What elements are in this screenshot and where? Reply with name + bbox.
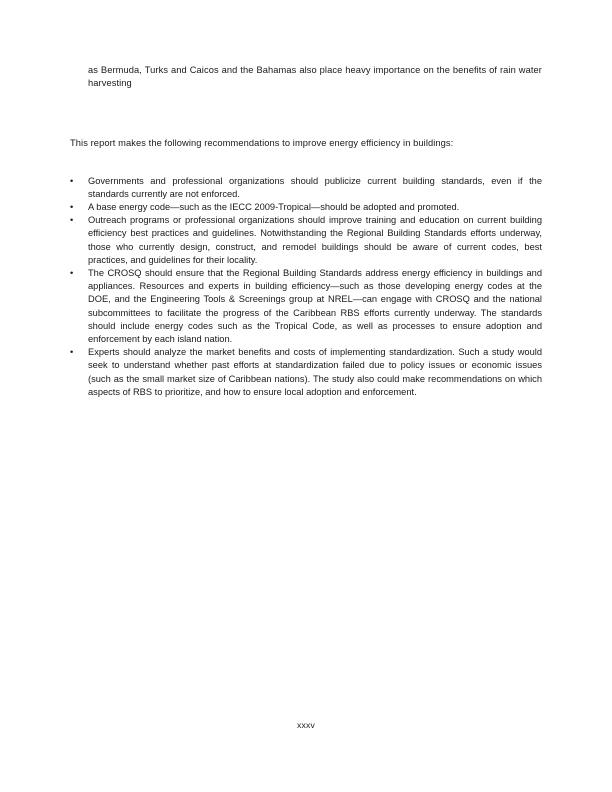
- list-item-text: Governments and professional organizations should publicize current building standards, even if the standards currently are not enforced.: [88, 175, 542, 199]
- list-item-text: Outreach programs or professional organizations should improve training and education on current building efficiency best practices and guidelines. Notwithstanding the Regional Building Standards efforts underway, those who currently design, construct, and remodel buildings should be aware of current codes, best practices, and guidelines for their locality.: [88, 215, 542, 265]
- list-item-text: A base energy code—such as the IECC 2009-Tropical—should be adopted and promoted.: [88, 202, 460, 213]
- list-item: [70, 175, 542, 201]
- page-number: xxxv: [297, 720, 315, 730]
- continuation-paragraph: as Bermuda, Turks and Caicos and the Bahamas also place heavy importance on the benefits of rain water harvesting: [88, 65, 542, 89]
- intro-paragraph: This report makes the following recommendations to improve energy efficiency in buildings:: [70, 138, 454, 149]
- list-item-text: The CROSQ should ensure that the Regional Building Standards address energy efficiency in buildings and appliances. Resources and experts in building efficiency—such as those developing energy codes at the DOE, and the Engineering Tools & Screenings group at NREL—can engage with CROSQ and the national subcommittees to facilitate the progress of the Caribbean RBS efforts currently underway. The standards should include energy codes such as the Tropical Code, as well as processes to ensure adoption and enforcement by each island nation.: [88, 268, 542, 345]
- list-item: [70, 201, 542, 214]
- list-item-text: Experts should analyze the market benefits and costs of implementing standardization. Such a study would seek to understand whether past efforts at standardization failed due to policy issues or economic issues (such as the small market size of Caribbean nations). The study also could make recommendations on which aspects of RBS to prioritize, and how to ensure local adoption and enforcement.: [88, 347, 542, 397]
- recommendations-list: [70, 175, 542, 399]
- bullet-marker-icon: •: [70, 175, 74, 186]
- bullet-marker-icon: •: [70, 215, 74, 226]
- list-item: [70, 346, 542, 399]
- page-content: [70, 64, 542, 399]
- bullet-marker-icon: •: [70, 202, 74, 213]
- list-item: [70, 214, 542, 267]
- list-item: [70, 267, 542, 346]
- bullet-marker-icon: •: [70, 347, 74, 358]
- bullet-marker-icon: •: [70, 268, 74, 279]
